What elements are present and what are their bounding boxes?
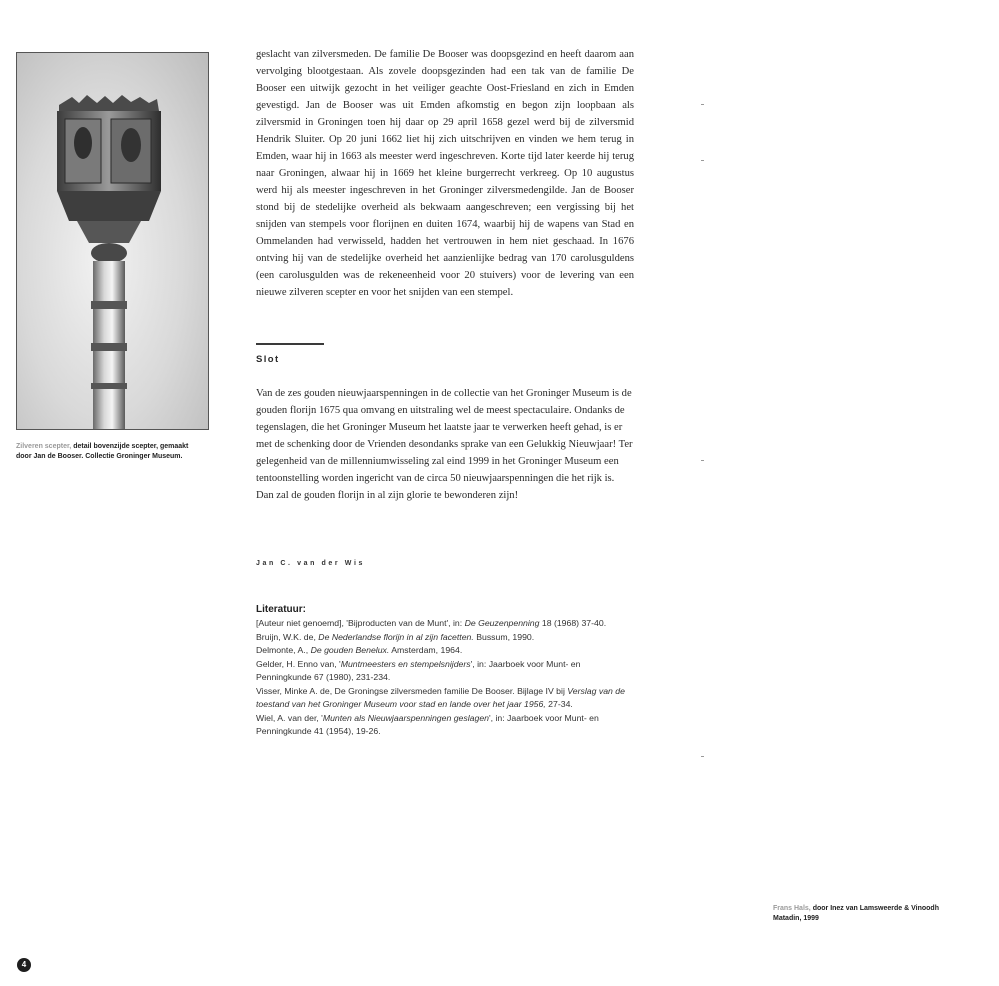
caption-text: detail bovenzijde scepter, gemaakt door Jan de Booser. Collectie Groninger Museum. [16, 443, 189, 460]
caption-text: door Inez van Lamsweerde & Vinoodh Matadin, 1999 [773, 905, 939, 922]
entry-text: Gelder, H. Enno van, ' [256, 658, 341, 669]
literature-entry [256, 685, 638, 712]
literature-entry [256, 658, 638, 685]
author-name: Jan C. van der Wis [256, 560, 365, 567]
entry-text: Delmonte, A., [256, 645, 311, 655]
entry-text: ', in: Jaarboek voor Munt- en Penningkunde 41 (1954), 19-26. [256, 712, 599, 736]
entry-title: Muntmeesters en stempelsnijders [340, 658, 471, 669]
article-paragraph-2 [256, 385, 634, 504]
entry-title: Munten als Nieuwjaarspenningen geslagen [322, 712, 489, 723]
caption-title: Frans Hals, [773, 905, 811, 912]
paragraph-text: geslacht van zilversmeden. De familie De Booser was doopsgezind en heeft daarom aan vervolging blootgestaan. Als zovele doopsgezinden had een tak van de familie De Booser een uitwijk gezocht in het veiliger geachte Oost-Friesland en zich in Emden gevestigd. Jan de Booser was uit Emden afkomstig en begon zijn loopbaan als zilversmid in Groningen toen hij daar op 29 april 1658 gezel werd bij de zilversmid Hendrik Sluiter. Op 20 juni 1662 liet hij zich uitschrijven en vinden we hem terug in Emden, waar hij in 1663 als meester werd ingeschreven. Korte tijd later keerde hij terug naar Groningen, alwaar hij in 1669 het kleine burgerrecht verkreeg. Op 10 augustus werd hij als meester ingeschreven in het Groninger zilversmedengilde. Jan de Booser stond bij de stedelijke overheid als bekwaam aangeschreven; een vergissing bij het snijden van stempels voor florijnen en duiten 1674, waarbij hij de wapens van Stad en Ommelanden had verwisseld, hadden het vertrouwen in hem niet geschaad. In 1676 ontving hij van de stedelijke overheid het aanzienlijke bedrag van 170 carolusguldens (een carolusgulden was de rekeneenheid voor 20 stuivers) voor de levering van een nieuwe zilveren scepter en voor het snijden van een stempel. [256, 49, 634, 298]
scepter-photo [16, 52, 209, 430]
literature-list [256, 617, 638, 739]
entry-text: 27-34. [545, 699, 573, 709]
entry-title: De gouden Benelux. [310, 645, 390, 655]
entry-title: De Geuzenpenning [464, 618, 540, 628]
figure-caption-left [16, 442, 191, 461]
entry-text: ', in: Jaarboek voor Munt- en Penningkunde 67 (1980), 231-234. [256, 658, 581, 682]
literature-heading: Literatuur: [256, 604, 306, 615]
figure-caption-right [773, 904, 963, 923]
paragraph-text: Van de zes gouden nieuwjaarspenningen in de collectie van het Groninger Museum is de gouden florijn 1675 qua omvang en uitstraling wel de meest spectaculaire. Ondanks de tegenslagen, die het Groninger Museum het laatste jaar te verwerken heeft gehad, is er met de schenking door de Vrienden desondanks sprake van een Gelukkig Nieuwjaar! Ter gelegenheid van de millenniumwisseling zal eind 1999 in het Groninger Museum een tentoonstelling worden ingericht van de circa 50 nieuwjaarspenningen die het rijk is. Dan zal de gouden florijn in al zijn glorie te bewonderen zijn! [256, 388, 633, 501]
entry-text: 18 (1968) 37-40. [539, 618, 607, 628]
entry-text: [Auteur niet genoemd], 'Bijproducten van de Munt', in: [256, 618, 465, 628]
entry-text: Visser, Minke A. de, De Groningse zilversmeden familie De Booser. Bijlage IV bij [256, 685, 568, 696]
page-number: 4 [17, 958, 31, 972]
article-paragraph-1 [256, 46, 634, 301]
margin-tick [701, 756, 704, 757]
section-divider [256, 343, 324, 345]
section-title: Slot [256, 354, 280, 365]
caption-title: Zilveren scepter, [16, 443, 72, 450]
entry-text: Wiel, A. van der, ' [256, 712, 323, 723]
margin-tick [701, 160, 704, 161]
margin-tick [701, 104, 704, 105]
entry-title: De Nederlandse florijn in al zijn facetten. [318, 631, 474, 642]
literature-entry [256, 644, 638, 658]
entry-title: Verslag van de toestand van het Groninger Museum voor stad en lande over het jaar 1956, [256, 685, 625, 709]
margin-tick [701, 460, 704, 461]
literature-entry [256, 617, 638, 631]
entry-text: Bruijn, W.K. de, [256, 631, 319, 642]
entry-text: Amsterdam, 1964. [389, 645, 463, 655]
entry-text: Bussum, 1990. [473, 631, 535, 642]
literature-entry [256, 631, 638, 645]
literature-entry [256, 712, 638, 739]
